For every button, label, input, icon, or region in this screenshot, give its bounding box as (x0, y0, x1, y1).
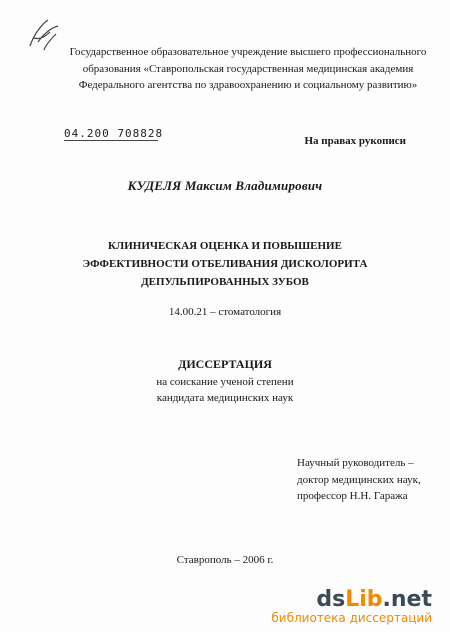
institution-line: Государственное образовательное учреждение высшего профессионального (69, 46, 427, 58)
watermark-logo[interactable] (316, 589, 432, 611)
degree-description (0, 374, 450, 406)
supervisor-line: профессор Н.Н. Гаража (297, 490, 408, 502)
stamp-underline (64, 140, 158, 141)
dissertation-heading: ДИССЕРТАЦИЯ (178, 357, 272, 371)
degree-line: кандидата медицинских наук (156, 392, 294, 404)
degree-line: на соискание ученой степени (156, 376, 294, 388)
manuscript-rights-label: На правах рукописи (304, 135, 406, 147)
logo-part: ds (316, 587, 346, 612)
signature-mark (24, 16, 64, 56)
dissertation-title (0, 237, 450, 291)
logo-part: Lib (345, 587, 383, 612)
title-line: КЛИНИЧЕСКАЯ ОЦЕНКА И ПОВЫШЕНИЕ (108, 240, 342, 252)
supervisor-block (297, 455, 421, 505)
title-line: ЭФФЕКТИВНОСТИ ОТБЕЛИВАНИЯ ДИСКОЛОРИТА (82, 258, 368, 270)
watermark-subtitle: библиотека диссертаций (271, 611, 432, 625)
institution-line: образования «Ставропольская государственная медицинская академия (82, 62, 414, 75)
institution-header (62, 44, 434, 94)
supervisor-line: Научный руководитель – (297, 457, 414, 469)
archive-stamp-number: 04.200 708828 (64, 127, 164, 140)
logo-part: .net (382, 587, 432, 612)
city-year: Ставрополь – 2006 г. (176, 554, 274, 566)
author-name: КУДЕЛЯ Максим Владимирович (127, 178, 323, 193)
supervisor-line: доктор медицинских наук, (297, 473, 421, 486)
title-line: ДЕПУЛЬПИРОВАННЫХ ЗУБОВ (141, 276, 309, 288)
specialty-code: 14.00.21 – стоматология (168, 306, 282, 318)
institution-line: Федерального агентства по здравоохранению и социальному развитию» (78, 79, 418, 91)
